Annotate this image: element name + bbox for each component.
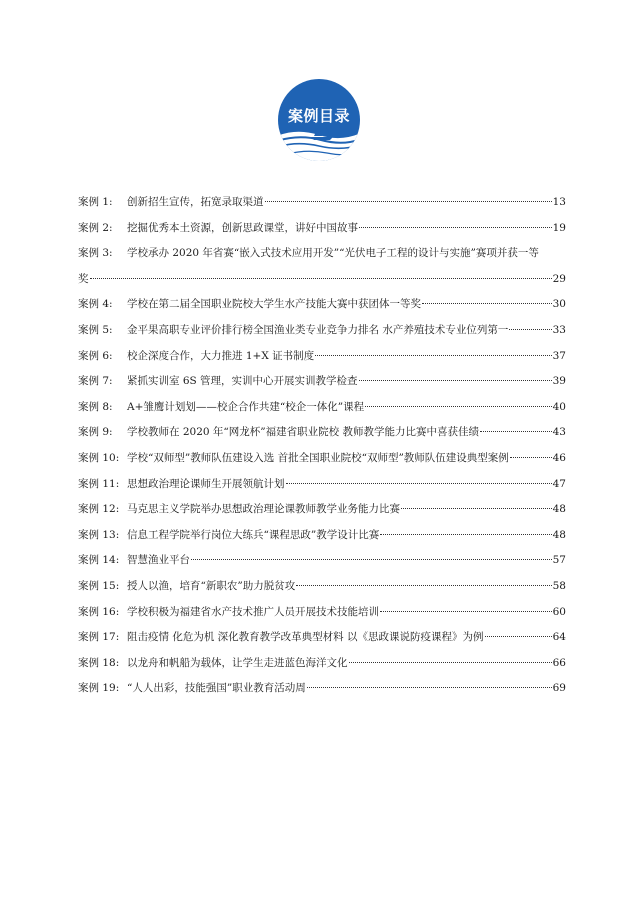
toc-entry-page-number: 30	[552, 298, 566, 311]
toc-entry-title: 马克思主义学院举办思想政治理论课教师教学业务能力比赛	[127, 503, 400, 516]
toc-entry[interactable]	[78, 369, 566, 395]
toc-entry[interactable]	[78, 574, 566, 600]
toc-leader-dots	[509, 329, 551, 330]
toc-entry-title: 授人以渔，培育“新职农”助力脱贫攻	[127, 579, 296, 592]
toc-entry[interactable]	[78, 548, 566, 574]
toc-entry-label: 案例 15:	[78, 579, 120, 592]
toc-entry-label: 案例 19:	[78, 682, 120, 695]
toc-entry-title: 智慧渔业平台	[127, 554, 190, 567]
toc-entry[interactable]	[78, 241, 566, 292]
toc-entry[interactable]	[78, 216, 566, 242]
toc-leader-dots	[307, 687, 552, 688]
toc-entry[interactable]	[78, 292, 566, 318]
toc-entry-title: 信息工程学院举行岗位大练兵“课程思政”教学设计比赛	[127, 528, 380, 541]
toc-entry-label: 案例 9:	[78, 426, 113, 439]
toc-entry-page-number: 64	[552, 631, 566, 644]
toc-entry-label: 案例 14:	[78, 554, 120, 567]
toc-entry[interactable]	[78, 472, 566, 498]
toc-entry-label: 案例 17:	[78, 631, 120, 644]
toc-entry-label: 案例 11:	[78, 477, 120, 490]
toc-leader-dots	[485, 636, 552, 637]
toc-entry-page-number: 66	[552, 656, 566, 669]
toc-entry[interactable]	[78, 523, 566, 549]
toc-leader-dots	[315, 355, 551, 356]
toc-entry-page-number: 48	[552, 503, 566, 516]
toc-entry-label: 案例 13:	[78, 528, 120, 541]
toc-entry-title: 学校积极为福建省水产技术推广人员开展技术技能培训	[127, 605, 379, 618]
toc-entry[interactable]	[78, 676, 566, 702]
toc-leader-dots	[380, 534, 551, 535]
toc-entry-label: 案例 6:	[78, 349, 113, 362]
toc-entry-label: 案例 5:	[78, 323, 113, 336]
toc-entry-page-number: 19	[552, 221, 566, 234]
toc-entry[interactable]	[78, 190, 566, 216]
toc-entry-label: 案例 3:	[78, 247, 113, 260]
toc-entry-title: 校企深度合作，大力推进 1+X 证书制度	[127, 349, 315, 362]
toc-entry-title: 学校承办 2020 年省赛“嵌入式技术应用开发”“光伏电子工程的设计与实施”赛项并获一等	[127, 247, 539, 260]
toc-entry-page-number: 57	[552, 554, 566, 567]
toc-entry-label: 案例 2:	[78, 221, 113, 234]
toc-leader-dots	[286, 483, 552, 484]
toc-leader-dots	[265, 201, 552, 202]
toc-entry-label: 案例 18:	[78, 656, 120, 669]
toc-entry-page-number: 33	[552, 323, 566, 336]
toc-entry-title: 学校“双师型”教师队伍建设入选 首批全国职业院校“双师型”教师队伍建设典型案例	[127, 451, 509, 464]
toc-leader-dots	[365, 406, 552, 407]
toc-entry-page-number: 29	[552, 272, 566, 285]
toc-leader-dots	[191, 559, 552, 560]
toc-entry[interactable]	[78, 446, 566, 472]
toc-leader-dots	[510, 457, 552, 458]
toc-entry-label: 案例 12:	[78, 503, 120, 516]
toc-entry[interactable]	[78, 420, 566, 446]
toc-entry-page-number: 40	[552, 400, 566, 413]
toc-entry-title: 挖掘优秀本土资源，创新思政课堂，讲好中国故事	[127, 221, 358, 234]
toc-entry[interactable]	[78, 318, 566, 344]
toc-entry-title: 学校在第二届全国职业院校大学生水产技能大赛中获团体一等奖	[127, 298, 421, 311]
toc-entry-title: A+雏鹰计划划——校企合作共建“校企一体化”课程	[127, 400, 365, 413]
toc-entry-label: 案例 1:	[78, 196, 113, 208]
toc-entry-page-number: 69	[552, 682, 566, 695]
toc-leader-dots	[359, 227, 552, 228]
toc-entry[interactable]	[78, 651, 566, 677]
toc-leader-dots	[480, 431, 552, 432]
toc-entry-page-number: 48	[552, 528, 566, 541]
toc-entry-label: 案例 10:	[78, 451, 120, 464]
toc-leader-dots	[349, 662, 552, 663]
toc-leader-dots	[359, 380, 552, 381]
toc-entry[interactable]	[78, 497, 566, 523]
table-of-contents	[78, 190, 566, 702]
toc-entry-title: 紧抓实训室 6S 管理，实训中心开展实训教学检查	[127, 375, 358, 388]
toc-entry-title: 思想政治理论课师生开展领航计划	[127, 477, 285, 490]
toc-entry-page-number: 47	[552, 477, 566, 490]
toc-leader-dots	[380, 611, 552, 612]
toc-entry-title: 金平果高职专业评价排行榜全国渔业类专业竞争力排名 水产养殖技术专业位列第一	[127, 323, 509, 336]
toc-entry-label: 案例 7:	[78, 375, 113, 388]
toc-entry-title-continuation: 奖	[78, 272, 89, 285]
toc-entry-page-number: 37	[552, 349, 566, 362]
toc-leader-dots	[296, 585, 551, 586]
toc-entry-page-number: 60	[552, 605, 566, 618]
toc-entry-page-number: 13	[552, 196, 566, 208]
toc-entry-label: 案例 8:	[78, 400, 113, 413]
toc-entry[interactable]	[78, 344, 566, 370]
toc-entry-title: 以龙舟和帆船为载体，让学生走进蓝色海洋文化	[127, 656, 348, 669]
toc-entry-page-number: 43	[552, 426, 566, 439]
heading-badge	[277, 78, 361, 162]
toc-entry-label: 案例 4:	[78, 298, 113, 311]
toc-entry-title: “人人出彩，技能强国”职业教育活动周	[127, 682, 306, 695]
toc-entry-title: 学校教师在 2020 年“网龙杯”福建省职业院校 教师教学能力比赛中喜获佳绩	[127, 426, 479, 439]
toc-entry-title: 阻击疫情 化危为机 深化教育教学改革典型材料 以《思政课说防疫课程》为例	[127, 631, 484, 644]
toc-entry-page-number: 58	[552, 579, 566, 592]
toc-entry[interactable]	[78, 600, 566, 626]
toc-entry-label: 案例 16:	[78, 605, 120, 618]
toc-entry[interactable]	[78, 395, 566, 421]
toc-leader-dots	[90, 278, 552, 279]
page-title: 案例目录	[287, 107, 350, 125]
toc-leader-dots	[401, 508, 552, 509]
toc-entry[interactable]	[78, 625, 566, 651]
toc-entry-page-number: 39	[552, 375, 566, 388]
toc-entry-page-number: 46	[552, 451, 566, 464]
toc-leader-dots	[422, 303, 552, 304]
toc-entry-title: 创新招生宣传，拓宽录取渠道	[127, 196, 264, 208]
